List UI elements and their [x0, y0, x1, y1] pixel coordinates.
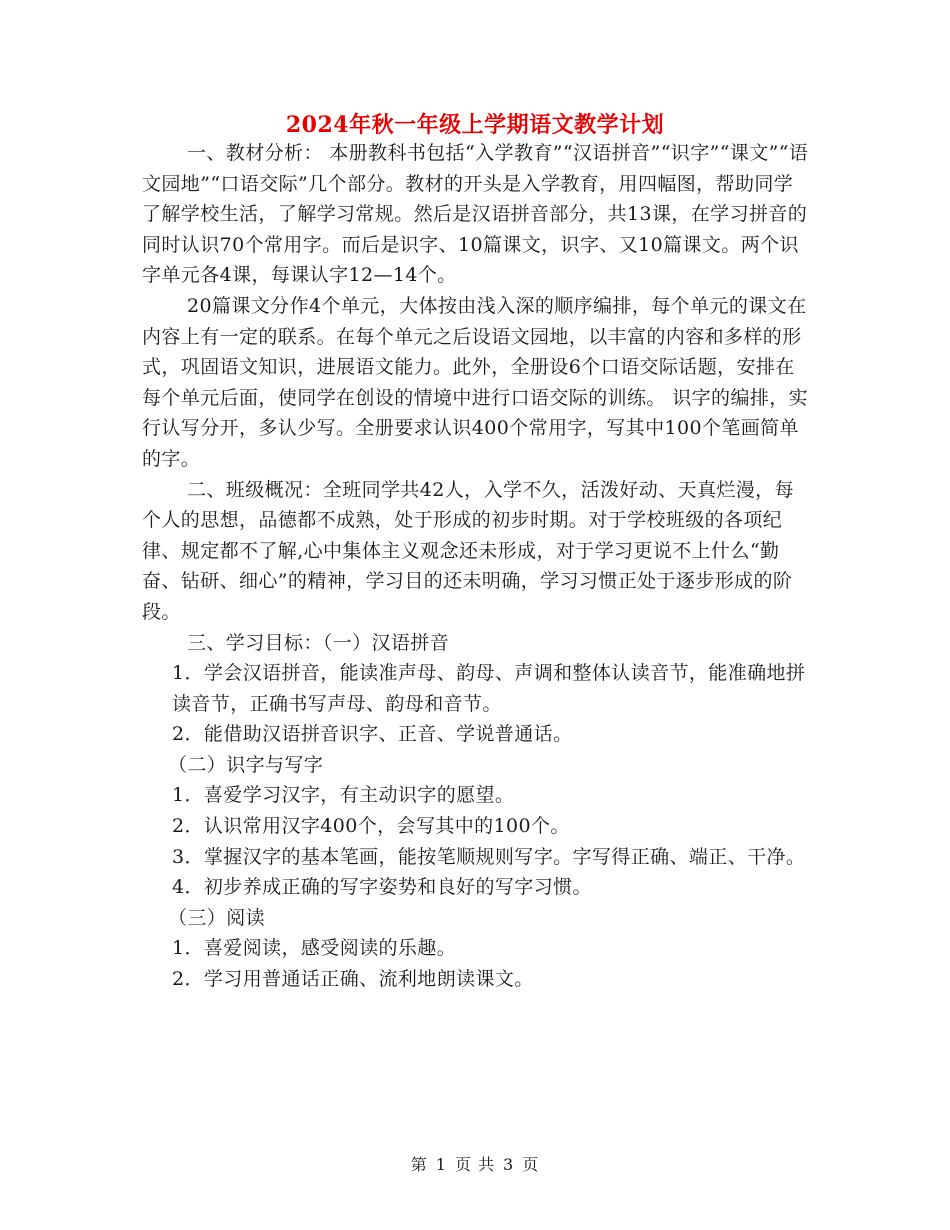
list-item: 3．掌握汉字的基本笔画，能按笔顺规则写字。字写得正确、端正、干净。 — [172, 845, 806, 868]
list-item: 2．认识常用汉字400个，会写其中的100个。 — [172, 815, 570, 838]
list-item: 2．能借助汉语拼音识字、正音、学说普通话。 — [172, 723, 573, 746]
footer-page-number: 1 — [435, 1155, 447, 1174]
document-body — [142, 138, 810, 995]
footer-prefix: 第 — [410, 1155, 428, 1174]
list-item: 1．喜爱阅读，感受阅读的乐趣。 — [172, 937, 457, 960]
subheading-reading: （三）阅读 — [168, 906, 266, 929]
list-item: 1．学会汉语拼音，能读准声母、韵母、声调和整体认读音节，能准确地拼读音节，正确书写声母、韵母和音节。 — [172, 662, 806, 715]
list-item: 2．学习用普通话正确、流利地朗读课文。 — [172, 968, 534, 991]
footer-total-pages: 3 — [503, 1155, 515, 1174]
heading-learning-goals: 三、学习目标：（一）汉语拼音 — [187, 631, 450, 654]
paragraph-units: 20篇课文分作4个单元，大体按由浅入深的顺序编排，每个单元的课文在内容上有一定的联系。在每个单元之后设语文园地，以丰富的内容和多样的形式，巩固语文知识，进展语文能力。此外，全册设6个口语交际话题，安排在每个单元后面，使同学在创设的情境中进行口语交际的训练。 识字的编排，实行认写分开，多认少写。全册要求认识400个常用字，写其中100个笔画简单的字。 — [142, 294, 809, 470]
list-item: 1．喜爱学习汉字，有主动识字的愿望。 — [172, 784, 515, 807]
footer-mid: 页 共 — [454, 1155, 496, 1174]
footer-suffix: 页 — [522, 1155, 540, 1174]
paragraph-class-overview: 二、班级概况：全班同学共42人，入学不久，活泼好动、天真烂漫，每个人的思想，品德都不成熟，处于形成的初步时期。对于学校班级的各项纪律、规定都不了解,心中集体主义观念还未形成，对于学习更说不上什么“勤奋、钻研、细心”的精神，学习目的还未明确，学习习惯正处于逐步形成的阶段。 — [142, 478, 794, 623]
document-title: 2024年秋一年级上学期语文教学计划 — [285, 112, 665, 138]
page-footer — [0, 1152, 950, 1175]
list-item: 4．初步养成正确的写字姿势和良好的写字习惯。 — [172, 876, 592, 899]
paragraph-textbook-analysis: 一、教材分析： 本册教科书包括“入学教育”“汉语拼音”“识字”“课文”“语文园地”“口语交际”几个部分。教材的开头是入学教育，用四幅图，帮助同学了解学校生活，了解学习常规。然后是汉语拼音部分，共13课，在学习拼音的同时认识70个常用字。而后是识字、10篇课文，识字、又10篇课文。两个识字单元各4课，每课认字12—14个。 — [142, 142, 809, 287]
subheading-literacy: （二）识字与写字 — [168, 753, 324, 776]
